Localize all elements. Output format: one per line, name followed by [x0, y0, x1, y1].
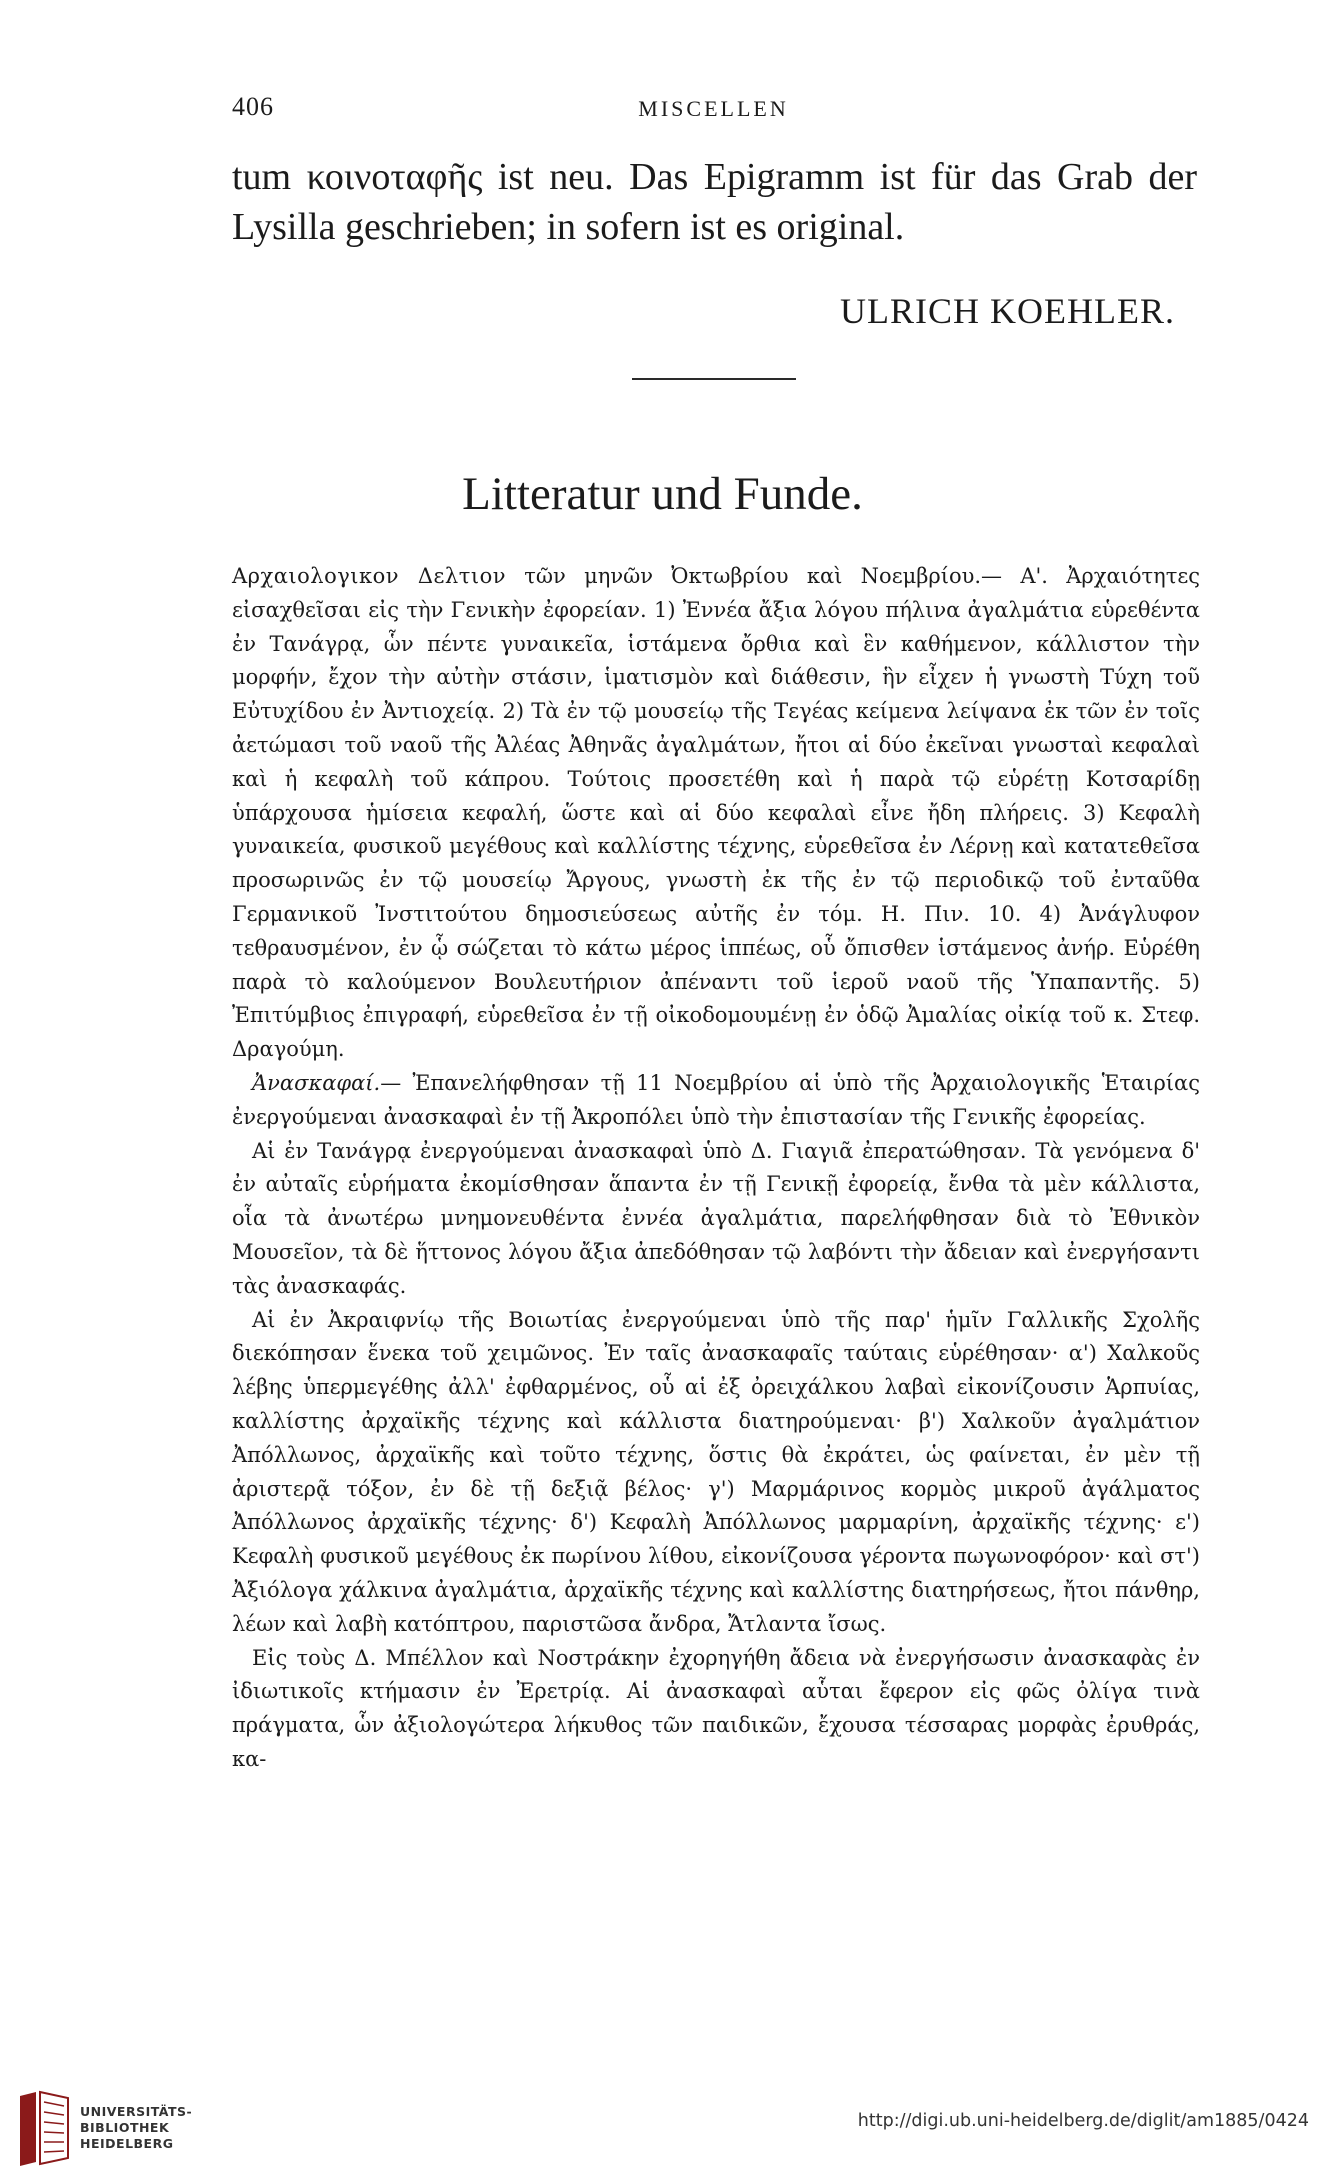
paragraph-eretria [232, 1642, 1200, 1777]
paragraph-deltion [232, 560, 1200, 1067]
paragraph-lead: Ἀνασκαφαί. [252, 1070, 381, 1095]
paragraph-tanagra [232, 1135, 1200, 1304]
author-signature: ULRICH KOEHLER. [840, 291, 1175, 331]
library-name [80, 2104, 192, 2152]
source-url[interactable]: http://digi.ub.uni-heidelberg.de/diglit/am1885/0424 [857, 2111, 1309, 2131]
page-header [232, 92, 1195, 132]
library-name-line: HEIDELBERG [80, 2136, 174, 2151]
paragraph-text: Αἱ ἐν Ἀκραιφνίῳ τῆς Βοιωτίας ἐνεργούμεναι ὑπὸ τῆς παρ' ἡμῖν Γαλλικῆς Σχολῆς διεκόπησαν ἕνεκα τοῦ χειμῶνος. Ἐν ταῖς ἀνασκαφαῖς ταύταις εὑρέθησαν· α') Χαλκοῦς λέβης ὑπερμεγέθης ἀλλ' ἐφθαρμένος, οὗ αἱ ἐξ ὀρειχάλκου λαβαὶ εἰκονίζουσιν Ἁρπυίας, καλλίστης ἀρχαϊκῆς τέχνης καὶ κάλλιστα διατηρούμεναι· β') Χαλκοῦν ἀγαλμάτιον Ἀπόλλωνος, ἀρχαϊκῆς καὶ τοῦτο τέχνης, ὅστις θὰ ἐκράτει, ὡς φαίνεται, ἐν μὲν τῇ ἀριστερᾷ τόξον, ἐν δὲ τῇ δεξιᾷ βέλος· γ') Μαρμάρινος κορμὸς μικροῦ ἀγάλματος Ἀπόλλωνος ἀρχαϊκῆς τέχνης· δ') Κεφαλὴ Ἀπόλλωνος μαρμαρίνη, ἀρχαϊκῆς τέχνης· ε') Κεφαλὴ φυσικοῦ μεγέθους ἐκ πωρίνου λίθου, εἰκονίζουσα γέροντα πωγωνοφόρον· καὶ στ') Ἀξιόλογα χάλκινα ἀγαλμάτια, ἀρχαϊκῆς τέχνης καὶ καλλίστης διατηρήσεως, ἤτοι πάνθηρ, λέων καὶ λαβὴ κατόπτρου, παριστῶσα ἄνδρα, Ἄτλαντα ἴσως. [232, 1307, 1200, 1636]
university-library-logo [14, 2088, 74, 2170]
running-title: MISCELLEN [638, 96, 789, 121]
library-name-line: BIBLIOTHEK [80, 2120, 170, 2135]
paragraph-akraiphnion [232, 1304, 1200, 1642]
section-title: Litteratur und Funde. [462, 468, 863, 520]
article-body [232, 560, 1200, 1777]
paragraph-text: Εἰς τοὺς Δ. Μπέλλον καὶ Νοστράκην ἐχορηγήθη ἄδεια νὰ ἐνεργήσωσιν ἀνασκαφὰς ἐν ἰδιωτικοῖς κτήμασιν ἐν Ἐρετρίᾳ. Αἱ ἀνασκαφαὶ αὗται ἔφερον εἰς φῶς ὀλίγα τινὰ πράγματα, ὧν ἀξιολογώτερα λήκυθος τῶν παιδικῶν, ἔχουσα τέσσαρας μορφὰς ἐρυθράς, κα- [232, 1645, 1200, 1771]
paragraph-text: Αἱ ἐν Τανάγρᾳ ἐνεργούμεναι ἀνασκαφαὶ ὑπὸ Δ. Γιαγιᾶ ἐπερατώθησαν. Τὰ γενόμενα δ' ἐν αὐταῖς εὑρήματα ἐκομίσθησαν ἅπαντα ἐν τῇ Γενικῇ ἐφορείᾳ, ἔνθα τὰ μὲν κάλλιστα, οἷα τὰ ἀνωτέρω μνημονευθέντα ἐννέα ἀγαλμάτια, παρελήφθησαν διὰ τὸ Ἐθνικὸν Μουσεῖον, τὰ δὲ ἥττονος λόγου ἄξια ἀπεδόθησαν τῷ λαβόντι τὴν ἄδειαν καὶ ἐνεργήσαντι τὰς ἀνασκαφάς. [232, 1138, 1200, 1298]
section-divider [632, 378, 796, 380]
paragraph-lead: Αρχαιολογικον Δελτιον [232, 564, 506, 588]
library-name-line: UNIVERSITÄTS- [80, 2104, 193, 2119]
paragraph-text: τῶν μηνῶν Ὀκτωβρίου καὶ Νοεμβρίου.— Α'. Ἀρχαιότητες εἰσαχθεῖσαι εἰς τὴν Γενικὴν ἐφορείαν. 1) Ἐννέα ἄξια λόγου πήλινα ἀγαλμάτια εὑρεθέντα ἐν Τανάγρᾳ, ὧν πέντε γυναικεῖα, ἱστάμενα ὄρθια καὶ ἓν καθήμενον, κάλλιστον τὴν μορφήν, ἔχον τὴν αὐτὴν στάσιν, ἱματισμὸν καὶ διάθεσιν, ἣν εἶχεν ἡ γνωστὴ Τύχη τοῦ Εὐτυχίδου ἐν Ἀντιοχείᾳ. 2) Τὰ ἐν τῷ μουσείῳ τῆς Τεγέας κείμενα λείψανα ἐκ τῶν ἐν τοῖς ἀετώμασι τοῦ ναοῦ τῆς Ἀλέας Ἀθηνᾶς ἀγαλμάτων, ἤτοι αἱ δύο ἐκεῖναι γνωσταὶ κεφαλαὶ καὶ ἡ κεφαλὴ τοῦ κάπρου. Τούτοις προσετέθη καὶ ἡ παρὰ τῷ εὑρέτῃ Κοτσαρίδῃ ὑπάρχουσα ἡμίσεια κεφαλή, ὥστε καὶ αἱ δύο κεφαλαὶ εἶνε ἤδη πλήρεις. 3) Κεφαλὴ γυναικεία, φυσικοῦ μεγέθους καὶ καλλίστης τέχνης, εὑρεθεῖσα ἐν Λέρνῃ καὶ κατατεθεῖσα προσωρινῶς ἐν τῷ μουσείῳ Ἄργους, γνωστὴ ἐκ τῆς ἐν τῷ περιοδικῷ τοῦ ἐνταῦθα Γερμανικοῦ Ἰνστιτούτου δημοσιεύσεως αὐτῆς ἐν τόμ. Η. Πιν. 10. 4) Ἀνάγλυφον τεθραυσμένον, ἐν ᾧ σώζεται τὸ κάτω μέρος ἱππέως, οὗ ὄπισθεν ἱστάμενος ἀνήρ. Εὑρέθη παρὰ τὸ καλούμενον Βουλευτήριον ἀπέναντι τοῦ ἱεροῦ ναοῦ τῆς Ὑπαπαντῆς. 5) Ἐπιτύμβιος ἐπιγραφή, εὑρεθεῖσα ἐν τῇ οἰκοδομουμένῃ ἐν ὁδῷ Ἀμαλίας οἰκίᾳ τοῦ κ. Στεφ. Δραγούμη. [232, 564, 1201, 1062]
paragraph-text: — Ἐπανελήφθησαν τῇ 11 Νοεμβρίου αἱ ὑπὸ τῆς Ἀρχαιολογικῆς Ἑταιρίας ἐνεργούμεναι ἀνασκαφαὶ ἐν τῇ Ἀκροπόλει ὑπὸ τὴν ἐπιστασίαν τῆς Γενικῆς ἐφορείας. [232, 1070, 1200, 1129]
intro-paragraph: tum κοινοταφῆς ist neu. Das Epigramm ist für das Grab der Lysilla geschrieben; in sofern ist es original. [232, 156, 1197, 248]
page-number: 406 [232, 92, 274, 121]
page-footer [0, 2080, 1325, 2178]
paragraph-anaskafai [232, 1067, 1200, 1135]
